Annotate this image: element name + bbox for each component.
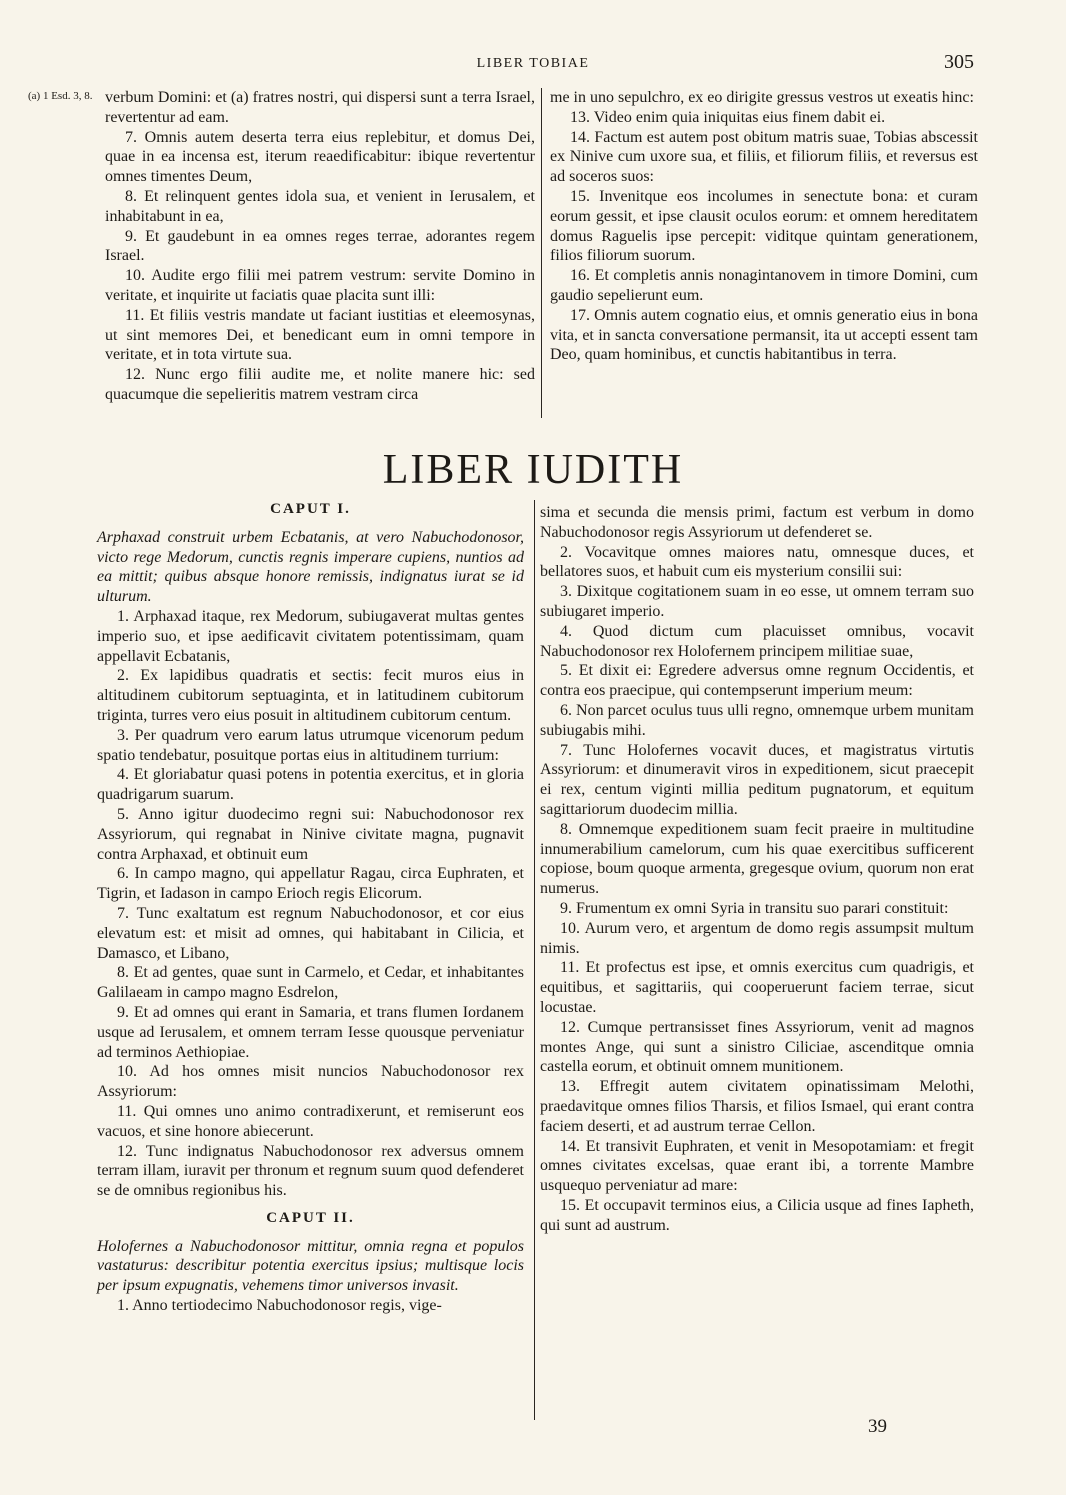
chapter-heading: CAPUT I.	[270, 501, 351, 517]
verse: 15. Invenitque eos incolumes in senectute bona: et curam eorum gessit, et ipse clausit oculos eorum: et omnem hereditatem domus Raguelis ipse percepit: viditque quintam generationem, filios filiorum suorum.	[550, 187, 978, 265]
verse: 7. Omnis autem deserta terra eius replebitur, et domus Dei, quae in ea incensa est, iterum reaedificabitur: ibique revertentur omnes timentes Deum,	[105, 128, 535, 186]
verse: verbum Domini: et (a) fratres nostri, qui dispersi sunt a terra Israel, revertentur ad eam.	[105, 89, 535, 126]
verse: 12. Cumque pertransisset fines Assyriorum, venit ad magnos montes Ange, qui sunt a sinistro Ciliciae, ascenditque omnia castella eorum, et obtinuit omnem munitionem.	[540, 1018, 974, 1076]
verse: 3. Per quadrum vero earum latus utrumque vicenorum pedum spatio tendebatur, posuitque portas eius in altitudinem turrium:	[97, 726, 524, 764]
verse: 5. Et dixit ei: Egredere adversus omne regnum Occidentis, et contra eos praecipue, qui contempserunt imperium meum:	[540, 662, 974, 700]
verse: 12. Tunc indignatus Nabuchodonosor rex adversus omnem terram illam, iuravit per thronum et regnum suum quod defenderet se de omnibus regionibus his.	[97, 1142, 524, 1200]
chapter-summary: Arphaxad construit urbem Ecbatanis, at vero Nabuchodonosor, victo rege Medorum, cunctis regnis imperare cupiens, nuntios ad ea mittit; quibus absque honore remissis, indignatus iurat se id ulturum.	[97, 528, 524, 606]
verse: 11. Et filiis vestris mandate ut faciant iustitias et eleemosynas, ut sint memores Dei, et benedicant eum in omni tempore in veritate, et in tota virtute sua.	[105, 306, 535, 364]
verse: 10. Ad hos omnes misit nuncios Nabuchodonosor rex Assyriorum:	[97, 1063, 524, 1101]
verse: 7. Tunc exaltatum est regnum Nabuchodonosor, et cor eius elevatum est: et misit ad omnes, qui habitabant in Cilicia, et Damasco, et Libano,	[97, 904, 524, 962]
verse: 7. Tunc Holofernes vocavit duces, et magistratus virtutis Assyriorum: et dinumeravit viros in expeditionem, sicut praecepit ei rex, centum viginti millia peditum pugnatorum, et equitum sagittariorum duodecim millia.	[540, 741, 974, 818]
verse: 2. Ex lapidibus quadratis et sectis: fecit muros eius in altitudinem cubitorum septuaginta, et in latitudinem cubitorum triginta, turres vero eius posuit in altitudinem cubitorum centum.	[97, 667, 524, 724]
verse: 8. Omnemque expeditionem suam fecit praeire in multitudine innumerabilium camelorum, cum his quae exercitibus sufficerent copiose, boum quoque armenta, gregesque ovium, quorum non erat numerus.	[540, 820, 974, 898]
page-number: 305	[944, 51, 974, 73]
book-title: LIBER IUDITH	[382, 447, 684, 493]
verse: 10. Aurum vero, et argentum de domo regis assumpsit multum nimis.	[540, 919, 974, 957]
verse: 4. Et gloriabatur quasi potens in potentia exercitus, et in gloria quadrigarum suarum.	[97, 766, 524, 804]
verse: 14. Factum est autem post obitum matris suae, Tobias abscessit ex Ninive cum uxore sua, et filiis, et filiorum filiis, et reversus est ad soceros suos:	[550, 128, 978, 186]
tobias-right-column	[550, 88, 978, 365]
verse: 8. Et relinquent gentes idola sua, et venient in Ierusalem, et inhabitabunt in ea,	[105, 187, 535, 225]
verse: 9. Et gaudebunt in ea omnes reges terrae, adorantes regem Israel.	[105, 227, 535, 265]
verse: 17. Omnis autem cognatio eius, et omnis generatio eius in bona vita, et in sancta conversatione permansit, ita ut accepti essent tam Deo, quam hominibus, et cunctis habitantibus in terra.	[550, 306, 978, 364]
verse: 2. Vocavitque omnes maiores natu, omnesque duces, et bellatores suos, et habuit cum eis mysterium consilii sui:	[540, 543, 974, 581]
verse: 11. Et profectus est ipse, et omnis exercitus cum quadrigis, et equitibus, et sagittariis, qui cooperuerunt faciem terrae, sicut locustae.	[540, 959, 974, 1016]
verse: 5. Anno igitur duodecimo regni sui: Nabuchodonosor rex Assyriorum, qui regnabat in Ninive civitate magna, pugnavit contra Arphaxad, et obtinuit eum	[97, 805, 524, 863]
verse: 12. Nunc ergo filii audite me, et nolite manere hic: sed quacumque die sepelieritis matrem vestram circa	[105, 366, 535, 403]
verse: 3. Dixitque cogitationem suam in eo esse, ut omnem terram suo subiugaret imperio.	[540, 583, 974, 620]
verse: 13. Effregit autem civitatem opinatissimam Melothi, praedavitque omnes filios Tharsis, et filios Ismael, qui erant contra faciem deserti, et ad austrum terrae Cellon.	[540, 1078, 974, 1135]
verse: 15. Et occupavit terminos eius, a Cilicia usque ad fines Iapheth, qui sunt ad austrum.	[540, 1196, 974, 1234]
verse: 6. Non parcet oculus tuus ulli regno, omnemque urbem munitam subiugabis mihi.	[540, 701, 974, 739]
verse: 11. Qui omnes uno animo contradixerunt, et remiserunt eos vacuos, et sine honore abiecerunt.	[97, 1102, 524, 1140]
verse: 1. Anno tertiodecimo Nabuchodonosor regis, vige-	[117, 1297, 442, 1315]
verse: sima et secunda die mensis primi, factum est verbum in domo Nabuchodonosor regis Assyriorum ut defenderet se.	[540, 504, 974, 541]
verse: 8. Et ad gentes, quae sunt in Carmelo, et Cedar, et inhabitantes Galilaeam in campo magno Esdrelon,	[97, 964, 524, 1002]
verse: 13. Video enim quia iniquitas eius finem dabit ei.	[570, 108, 886, 126]
verse: 14. Et transivit Euphraten, et venit in Mesopotamiam: et fregit omnes civitates excelsas, quae erant ibi, a torrente Mambre usquequo perveniatur ad mare:	[540, 1137, 974, 1195]
margin-note: (a) 1 Esd. 3, 8.	[28, 90, 93, 102]
verse: 9. Et ad omnes qui erant in Samaria, et trans flumen Iordanem usque ad Ierusalem, et omnem terram Iesse quousque perveniatur ad terminos Aethiopiae.	[97, 1003, 524, 1061]
verse: 10. Audite ergo filii mei patrem vestrum: servite Domino in veritate, et inquirite ut faciatis quae placita sunt illi:	[105, 267, 535, 304]
column-divider	[541, 88, 542, 418]
tobias-left-column	[105, 88, 535, 405]
verse: 1. Arphaxad itaque, rex Medorum, subiugaverat multas gentes imperio suo, et ipse aedificavit civitatem potentissimam, quam appellavit Ecbatanis,	[97, 607, 524, 665]
running-title: LIBER TOBIAE	[476, 56, 590, 71]
signature-mark: 39	[868, 1416, 887, 1437]
verse: 9. Frumentum ex omni Syria in transitu suo parari constituit:	[560, 899, 949, 917]
verse: 16. Et completis annis nonagintanovem in timore Domini, cum gaudio sepelierunt eum.	[550, 267, 978, 304]
verse: me in uno sepulchro, ex eo dirigite gressus vestros ut exeatis hinc:	[550, 89, 974, 106]
iudith-right-column	[540, 503, 974, 1235]
chapter-heading: CAPUT II.	[266, 1209, 355, 1226]
column-divider	[534, 500, 535, 1420]
verse: 6. In campo magno, qui appellatur Ragau, circa Euphraten, et Tigrin, et Iadason in campo Erioch regis Elicorum.	[97, 865, 524, 903]
chapter-summary: Holofernes a Nabuchodonosor mittitur, omnia regna et populos vastaturus: describitur potentia exercitus ipsius; multisque locis per ipsum expugnatis, vehemens timor universos invasit.	[97, 1237, 524, 1295]
iudith-left-column	[97, 500, 524, 1316]
verse: 4. Quod dictum cum placuisset omnibus, vocavit Nabuchodonosor rex Holofernem principem militiae suae,	[540, 622, 974, 660]
